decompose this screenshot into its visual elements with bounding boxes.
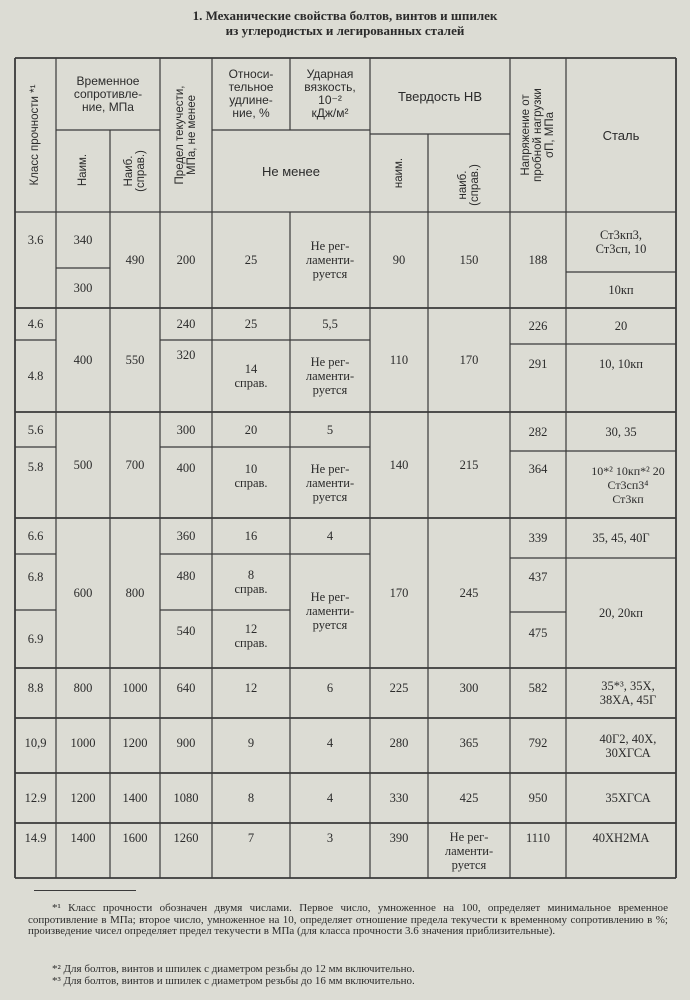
proof-14-9: 1110 — [525, 831, 551, 845]
steel-5-8: 10*² 10кп*² 20 Ст3сп3⁴ Ст3кп — [591, 463, 665, 506]
hardness-max-10-9: 365 — [459, 736, 479, 750]
impact-10-9: 4 — [326, 736, 334, 750]
hardness-max-5: 215 — [459, 458, 479, 472]
yield-5-6: 300 — [176, 422, 196, 437]
class-12-9: 12.9 — [24, 791, 47, 805]
footnote-2: *² Для болтов, винтов и шпилек с диаметром резьбы до 12 мм включительно. — [52, 963, 415, 975]
proof-6-6: 339 — [528, 531, 548, 545]
tensile-max-12-9: 1400 — [122, 791, 148, 805]
tensile-max-8-8: 1000 — [122, 681, 148, 695]
hardness-min-10-9: 280 — [389, 736, 409, 750]
header-steel: Сталь — [602, 127, 640, 143]
hardness-min-12-9: 330 — [389, 791, 409, 805]
hardness-min-5: 140 — [389, 458, 409, 472]
yield-12-9: 1080 — [173, 791, 199, 805]
steel-5-6: 30, 35 — [605, 424, 637, 439]
class-4-6: 4.6 — [27, 317, 44, 331]
class-5-8: 5.8 — [27, 460, 44, 474]
elongation-5-6: 20 — [244, 422, 258, 437]
header-strength-class: Класс прочности *¹ — [29, 84, 41, 186]
tensile-max-3-6: 490 — [125, 253, 145, 267]
class-6-6: 6.6 — [27, 529, 44, 543]
yield-6-8: 480 — [176, 569, 196, 583]
proof-10-9: 792 — [528, 736, 548, 750]
footnote-3: *³ Для болтов, винтов и шпилек с диаметром резьбы до 16 мм включительно. — [52, 975, 415, 987]
tensile-min-12-9: 1200 — [70, 791, 96, 805]
proof-6-8: 437 — [528, 570, 548, 584]
tensile-min-5: 500 — [73, 458, 93, 472]
yield-4-6: 240 — [176, 317, 196, 331]
steel-6-6: 35, 45, 40Г — [592, 531, 650, 545]
header-hardness: Твердость HB — [397, 88, 482, 104]
tensile-min-4: 400 — [73, 353, 93, 367]
class-6-8: 6.8 — [27, 570, 44, 584]
header-elongation: Относи- тельное удлине- ние, % — [228, 67, 274, 120]
hardness-min-4: 110 — [389, 353, 409, 367]
proof-6-9: 475 — [528, 626, 548, 640]
impact-6-8-6-9: Не рег- ламенти- руется — [305, 590, 355, 632]
yield-6-9: 540 — [176, 624, 196, 638]
hardness-max-14-9: Не рег- ламенти- руется — [444, 829, 494, 872]
yield-3-6: 200 — [176, 253, 196, 267]
elongation-5-8: 10 справ. — [234, 462, 268, 490]
proof-12-9: 950 — [528, 791, 548, 805]
elongation-14-9: 7 — [247, 831, 255, 845]
yield-5-8: 400 — [176, 461, 196, 475]
elongation-10-9: 9 — [247, 736, 255, 750]
steel-3-6-b: 10кп — [608, 283, 634, 297]
header-yield: Предел текучести, МПа, не менее — [174, 85, 198, 185]
hardness-max-8-8: 300 — [459, 681, 479, 695]
footnote-separator — [34, 890, 136, 891]
class-5-6: 5.6 — [27, 422, 44, 437]
class-4-8: 4.8 — [27, 369, 44, 383]
impact-4-6: 5,5 — [322, 317, 338, 331]
steel-10-9: 40Г2, 40X, 30XГСА — [599, 731, 657, 760]
impact-14-9: 3 — [326, 831, 334, 845]
hardness-max-12-9: 425 — [459, 791, 479, 805]
hardness-min-14-9: 390 — [389, 831, 409, 845]
tensile-max-4: 550 — [125, 353, 145, 367]
tensile-min-8-8: 800 — [73, 681, 93, 695]
class-3-6: 3.6 — [27, 233, 44, 247]
class-10-9: 10,9 — [24, 736, 47, 750]
yield-6-6: 360 — [176, 529, 196, 543]
header-tensile-min: Наим. — [77, 153, 89, 187]
proof-5-8: 364 — [528, 462, 548, 476]
proof-8-8: 582 — [528, 681, 548, 695]
impact-6-6: 4 — [326, 529, 334, 543]
tensile-min-3-6-a: 340 — [73, 233, 93, 247]
class-6-9: 6.9 — [27, 632, 44, 646]
steel-6-8-6-9: 20, 20кп — [598, 606, 643, 620]
header-tensile: Временное сопротивле- ние, МПа — [73, 73, 143, 114]
footnote-1: *¹ Класс прочности обозначен двумя числами. Первое число, умноженное на 100, определяет минимальное временное сопротивление в МПа; второе число, умноженное на 10, определяет отношение предела текучести к временному сопротивлению в %; произведение чисел определяет предел текучести в МПа (для класса прочности 3.6 значения приблизительные). — [28, 902, 668, 938]
impact-8-8: 6 — [326, 681, 334, 695]
hardness-min-3-6: 90 — [392, 253, 406, 267]
class-8-8: 8.8 — [27, 681, 44, 695]
tensile-max-14-9: 1600 — [122, 831, 148, 845]
tensile-min-3-6-b: 300 — [73, 281, 93, 295]
elongation-6-8: 8 справ. — [234, 568, 268, 596]
tensile-min-14-9: 1400 — [70, 831, 96, 845]
steel-12-9: 35XГСА — [605, 791, 651, 805]
header-impact: Ударная вязкость, 10⁻² кДж/м² — [304, 67, 356, 120]
elongation-3-6: 25 — [244, 253, 258, 267]
yield-14-9: 1260 — [173, 831, 199, 845]
hardness-max-6: 245 — [459, 586, 479, 600]
yield-4-8: 320 — [176, 348, 196, 362]
table-title-line1: 1. Механические свойства болтов, винтов и шпилек — [192, 8, 498, 23]
yield-8-8: 640 — [176, 681, 196, 695]
tensile-min-10-9: 1000 — [70, 736, 96, 750]
elongation-6-6: 16 — [244, 529, 258, 543]
impact-4-8: Не рег- ламенти- руется — [305, 355, 355, 397]
steel-4-8: 10, 10кп — [598, 357, 643, 371]
proof-5-6: 282 — [528, 424, 548, 439]
steel-14-9: 40XН2МА — [592, 831, 650, 845]
header-not-less: Не менее — [261, 163, 321, 179]
impact-3-6: Не рег- ламенти- руется — [305, 239, 355, 281]
yield-10-9: 900 — [176, 736, 196, 750]
elongation-6-9: 12 справ. — [234, 622, 268, 650]
impact-5-6: 5 — [326, 422, 334, 437]
class-14-9: 14.9 — [24, 831, 47, 845]
tensile-min-6: 600 — [73, 586, 93, 600]
hardness-min-6: 170 — [389, 586, 409, 600]
hardness-max-3-6: 150 — [459, 253, 479, 267]
tensile-max-10-9: 1200 — [122, 736, 148, 750]
header-tensile-max: Наиб. (справ.) — [123, 150, 147, 192]
tensile-max-5: 700 — [125, 458, 145, 472]
header-proof-stress: Напряжение от пробной нагрузки σП, МПа — [520, 88, 556, 182]
elongation-4-6: 25 — [244, 317, 258, 331]
hardness-min-8-8: 225 — [389, 681, 409, 695]
elongation-12-9: 8 — [247, 791, 255, 805]
proof-3-6: 188 — [528, 253, 548, 267]
header-hardness-min: наим. — [393, 157, 405, 189]
elongation-8-8: 12 — [244, 681, 258, 695]
impact-5-8: Не рег- ламенти- руется — [305, 461, 355, 504]
steel-8-8: 35*³, 35X, 38XA, 45Г — [599, 679, 657, 707]
steel-3-6-a: Ст3кп3, Ст3сп, 10 — [595, 228, 647, 256]
impact-12-9: 4 — [326, 791, 334, 805]
table-title-line2: из углеродистых и легированных сталей — [225, 23, 465, 38]
proof-4-8: 291 — [528, 357, 548, 371]
proof-4-6: 226 — [528, 319, 548, 333]
tensile-max-6: 800 — [125, 586, 145, 600]
steel-4-6: 20 — [614, 319, 628, 333]
hardness-max-4: 170 — [459, 353, 479, 367]
header-hardness-max: наиб. (справ.) — [457, 164, 481, 206]
elongation-4-8: 14 справ. — [234, 362, 268, 390]
